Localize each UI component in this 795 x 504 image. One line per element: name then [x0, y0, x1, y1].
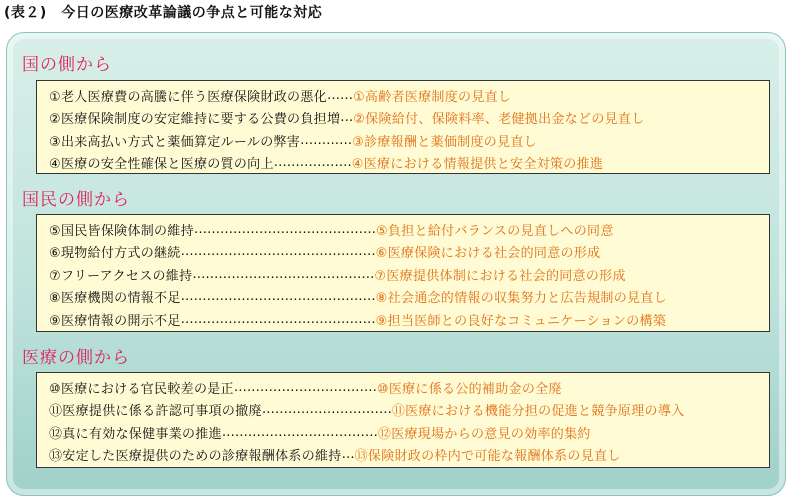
- list-item: [49, 421, 769, 444]
- list-item: [49, 241, 769, 264]
- list-item: [49, 376, 769, 399]
- leader-dots: ……………………………………: [192, 266, 375, 282]
- issue-text: ④医療の安全性確保と医療の質の向上: [49, 157, 274, 173]
- issue-text: ⑬安定した医療提供のための診療報酬体系の維持: [49, 449, 342, 465]
- section-box-medical: [36, 372, 770, 468]
- leader-dots: ………………………………………: [180, 244, 376, 260]
- response-text: ④医療における情報提供と安全対策の推進: [351, 157, 604, 173]
- issue-text: ⑨医療情報の開示不足: [49, 313, 181, 329]
- leader-dots: …: [340, 110, 354, 126]
- list-item: [49, 263, 769, 286]
- issue-text: ①老人医療費の高騰に伴う医療保険財政の悪化: [49, 89, 327, 105]
- issue-text: ⑩医療における官民較差の是正: [49, 381, 234, 397]
- section-title-state: 国の側から: [22, 55, 112, 75]
- leader-dots: …………………………: [261, 402, 392, 418]
- response-text: ⑦医療提供体制における社会的同意の形成: [374, 268, 626, 284]
- leader-dots: …………: [300, 132, 353, 148]
- response-text: ⑫医療現場からの意見の効率的集約: [377, 426, 591, 442]
- response-text: ⑬保険財政の枠内で可能な報酬体系の見直し: [354, 449, 621, 465]
- issue-text: ⑤国民皆保険体制の維持: [49, 223, 194, 239]
- response-text: ②保険給付、保険料率、老健拠出金などの見直し: [353, 112, 645, 128]
- response-text: ⑪医療における機能分担の促進と競争原理の導入: [391, 404, 685, 420]
- leader-dots: ………………………………………: [180, 311, 376, 327]
- list-item: [49, 286, 769, 309]
- list-item: [49, 129, 769, 152]
- response-text: ⑨担当医師との良好なコミュニケーションの構築: [375, 313, 667, 329]
- response-text: ⑤負担と給付バランスの見直しへの同意: [375, 223, 614, 239]
- leader-dots: ………………………………: [221, 424, 378, 440]
- leader-dots: ……………………………………: [193, 221, 376, 237]
- issue-text: ③出来高払い方式と薬価算定ルールの弊害: [49, 134, 301, 150]
- issue-text: ⑫真に有効な保健事業の推進: [49, 426, 222, 442]
- list-item: [49, 218, 769, 241]
- leader-dots: ………………: [273, 155, 352, 171]
- issue-text: ⑦フリーアクセスの維持: [49, 268, 193, 284]
- page-title: (表２) 今日の医療改革論議の争点と可能な対応: [4, 5, 323, 21]
- list-item: [49, 152, 769, 175]
- leader-dots: ………………………………………: [180, 289, 376, 305]
- issue-text: ⑥現物給付方式の継続: [49, 246, 181, 262]
- section-box-citizens: [36, 214, 770, 332]
- response-text: ③診療報酬と薬価制度の見直し: [352, 134, 537, 150]
- leader-dots: ……: [326, 87, 353, 103]
- response-text: ⑧社会通念的情報の収集努力と広告規制の見直し: [375, 291, 667, 307]
- issue-text: ②医療保険制度の安定維持に要する公費の負担増: [49, 112, 341, 128]
- leader-dots: …: [341, 447, 355, 463]
- list-item: [49, 84, 769, 107]
- section-box-state: [36, 80, 770, 174]
- response-text: ⑥医療保険における社会的同意の形成: [375, 246, 601, 262]
- list-item: [49, 444, 769, 467]
- leader-dots: ……………………………: [233, 379, 377, 395]
- list-item: [49, 107, 769, 130]
- issue-text: ⑧医療機関の情報不足: [49, 291, 181, 307]
- issue-text: ⑪医療提供に係る許認可事項の撤廃: [49, 404, 262, 420]
- section-title-medical: 医療の側から: [22, 348, 130, 368]
- list-item: [49, 308, 769, 331]
- response-text: ⑩医療に係る公的補助金の全廃: [376, 381, 562, 397]
- list-item: [49, 399, 769, 422]
- response-text: ①高齢者医療制度の見直し: [352, 89, 512, 105]
- section-title-citizens: 国民の側から: [22, 190, 130, 210]
